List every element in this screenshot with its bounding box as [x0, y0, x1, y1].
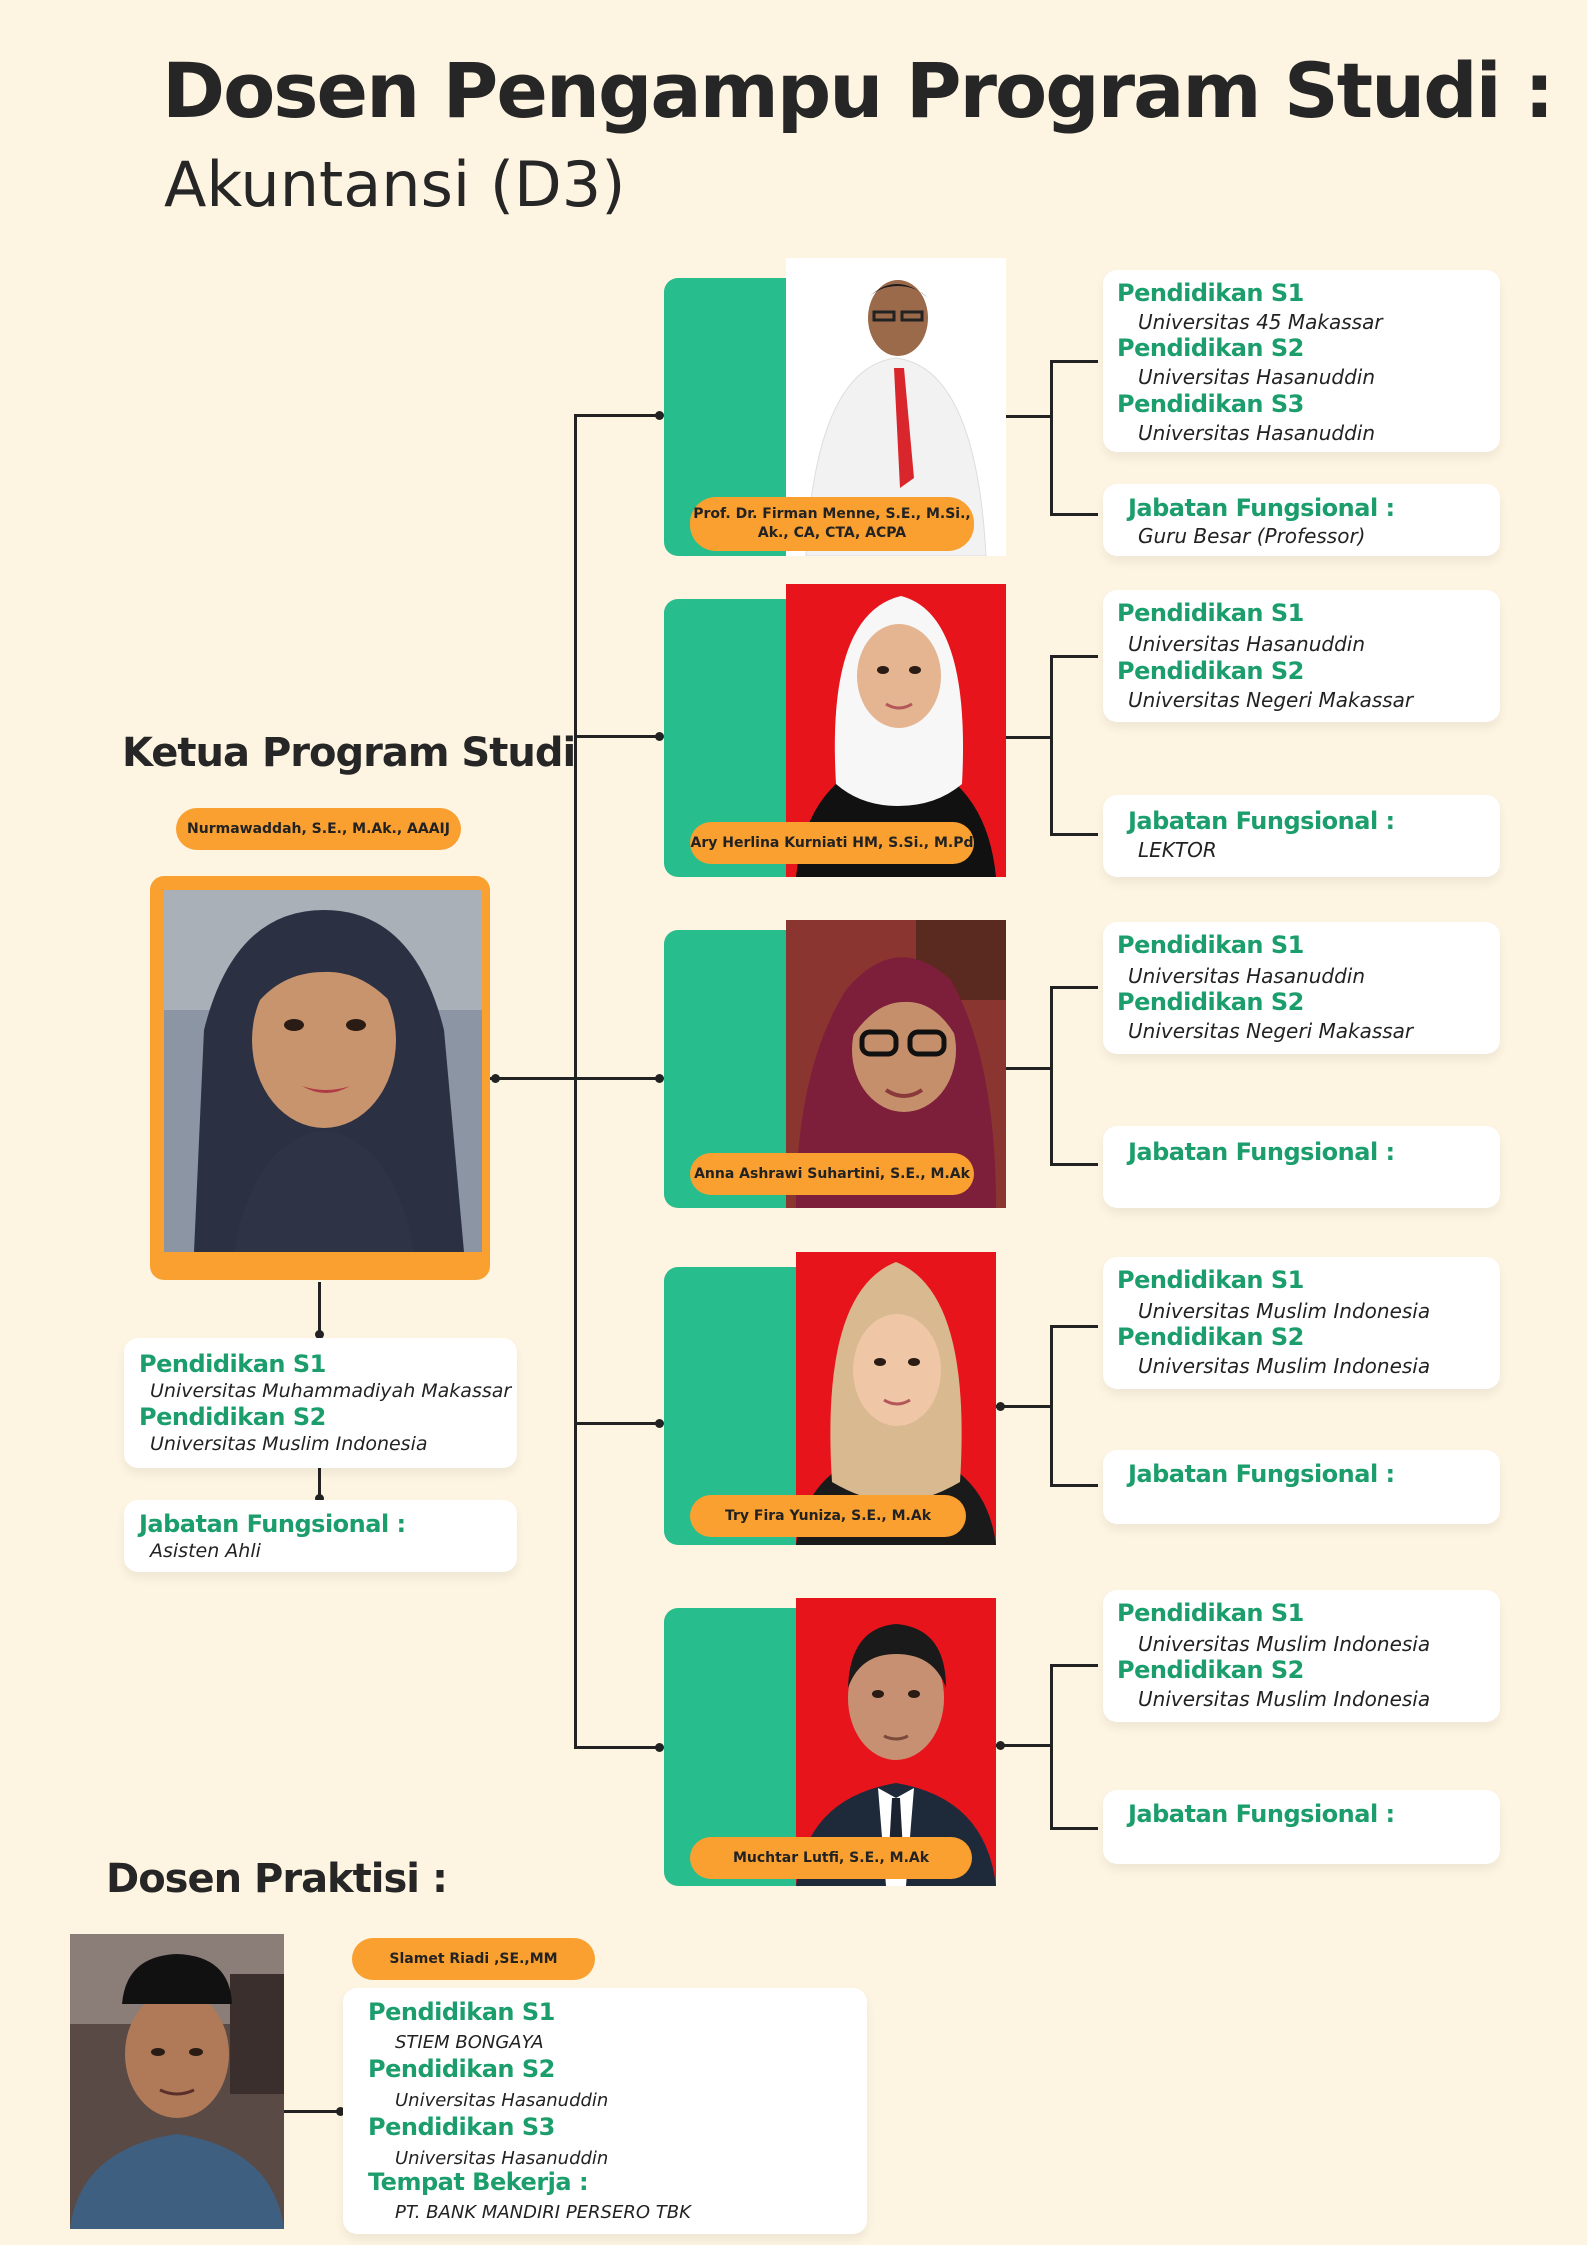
edu-label: Pendidikan S3 [1117, 390, 1304, 418]
lecturer-name-badge: Try Fira Yuniza, S.E., M.Ak [690, 1495, 966, 1537]
education-card [1103, 270, 1500, 452]
education-card [1103, 922, 1500, 1054]
edu-value: Universitas Hasanuddin [1138, 365, 1376, 389]
edu-value: Universitas Negeri Makassar [1128, 688, 1414, 712]
jabatan-label: Jabatan Fungsional : [1128, 1138, 1395, 1166]
praktisi-heading: Dosen Praktisi : [106, 1856, 447, 1902]
edu-label: Pendidikan S1 [1117, 1266, 1304, 1294]
ketua-heading: Ketua Program Studi [122, 730, 576, 776]
edu-value: Universitas Negeri Makassar [1128, 1019, 1414, 1043]
edu-label: Pendidikan S1 [368, 1998, 555, 2026]
edu-value: Universitas Hasanuddin [395, 2148, 609, 2169]
edu-label: Pendidikan S2 [1117, 1323, 1304, 1351]
edu-label: Pendidikan S1 [1117, 599, 1304, 627]
edu-value: Universitas 45 Makassar [1138, 310, 1383, 334]
jabatan-card [1103, 484, 1500, 556]
edu-value: STIEM BONGAYA [395, 2032, 544, 2053]
edu-value: Universitas Muslim Indonesia [1138, 1687, 1431, 1711]
jabatan-label: Jabatan Fungsional : [1128, 1460, 1395, 1488]
edu-value: Universitas Muslim Indonesia [1138, 1354, 1431, 1378]
edu-label: Pendidikan S3 [368, 2113, 555, 2141]
edu-value: Universitas Muslim Indonesia [150, 1433, 428, 1455]
edu-label: Pendidikan S2 [368, 2055, 555, 2083]
edu-value: Universitas Hasanuddin [1128, 964, 1366, 988]
lecturer-name-badge: Prof. Dr. Firman Menne, S.E., M.Si., Ak., CA, CTA, ACPA [690, 497, 974, 551]
work-value: PT. BANK MANDIRI PERSERO TBK [395, 2202, 691, 2223]
jabatan-label: Jabatan Fungsional : [1128, 807, 1395, 835]
education-card [1103, 590, 1500, 722]
ketua-jabatan-card [124, 1500, 517, 1572]
jabatan-card [1103, 1126, 1500, 1208]
jabatan-card [1103, 1790, 1500, 1864]
edu-value: Universitas Hasanuddin [395, 2090, 609, 2111]
edu-label: Pendidikan S2 [1117, 334, 1304, 362]
lecturer-name-badge: Muchtar Lutfi, S.E., M.Ak [690, 1837, 972, 1879]
jabatan-label: Jabatan Fungsional : [1128, 494, 1395, 522]
edu-label: Pendidikan S1 [1117, 931, 1304, 959]
ketua-photo [164, 890, 482, 1252]
edu-label: Pendidikan S2 [139, 1403, 326, 1431]
edu-label: Pendidikan S1 [1117, 1599, 1304, 1627]
page-subtitle: Akuntansi (D3) [164, 148, 626, 221]
edu-label: Pendidikan S2 [1117, 657, 1304, 685]
lecturer-name-badge: Ary Herlina Kurniati HM, S.Si., M.Pd [690, 822, 974, 864]
education-card [1103, 1257, 1500, 1389]
edu-value: Universitas Hasanuddin [1138, 421, 1376, 445]
edu-label: Pendidikan S2 [1117, 988, 1304, 1016]
jabatan-value: Asisten Ahli [150, 1540, 261, 1562]
ketua-name-badge: Nurmawaddah, S.E., M.Ak., AAAIJ [176, 808, 461, 850]
lecturer-name-badge: Anna Ashrawi Suhartini, S.E., M.Ak [690, 1153, 974, 1195]
edu-value: Universitas Muslim Indonesia [1138, 1632, 1431, 1656]
jabatan-card [1103, 1450, 1500, 1524]
jabatan-card [1103, 795, 1500, 877]
jabatan-value: LEKTOR [1138, 838, 1217, 862]
work-label: Tempat Bekerja : [368, 2168, 589, 2196]
edu-value: Universitas Muhammadiyah Makassar [150, 1380, 512, 1402]
jabatan-label: Jabatan Fungsional : [1128, 1800, 1395, 1828]
edu-label: Pendidikan S1 [139, 1350, 326, 1378]
education-card [1103, 1590, 1500, 1722]
page-title: Dosen Pengampu Program Studi : [162, 46, 1553, 135]
praktisi-photo [70, 1934, 284, 2229]
edu-label: Pendidikan S1 [1117, 279, 1304, 307]
edu-value: Universitas Hasanuddin [1128, 632, 1366, 656]
praktisi-name-badge: Slamet Riadi ,SE.,MM [352, 1938, 595, 1980]
edu-value: Universitas Muslim Indonesia [1138, 1299, 1431, 1323]
jabatan-value: Guru Besar (Professor) [1138, 524, 1366, 548]
edu-label: Pendidikan S2 [1117, 1656, 1304, 1684]
praktisi-info-card [343, 1988, 867, 2234]
jabatan-label: Jabatan Fungsional : [139, 1510, 406, 1538]
ketua-education-card [124, 1338, 517, 1468]
